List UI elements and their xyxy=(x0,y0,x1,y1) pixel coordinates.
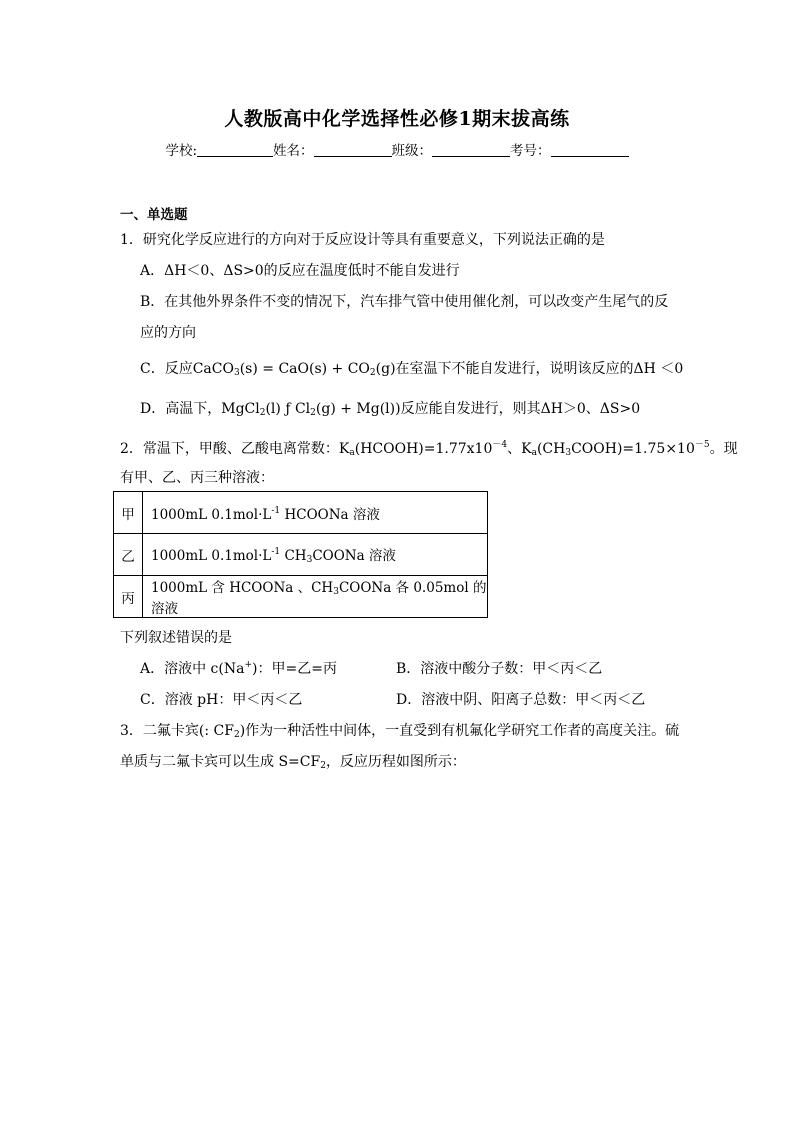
eq-part: (g) xyxy=(375,361,396,377)
q1-option-b-line1: B．在其他外界条件不变的情况下，汽车排气管中使用催化剂，可以改变产生尾气的反 xyxy=(140,294,669,310)
eq-subscript: 2 xyxy=(310,408,316,418)
q1-option-d-prefix: D．高温下， xyxy=(140,401,222,417)
q2-option-b: B．溶液中酸分子数：甲＜丙＜乙 xyxy=(396,661,603,677)
stem-part: )作为一种活性中间体，一直受到有机氟化学研究工作者的高度关注。硫 xyxy=(239,723,680,739)
stem-subscript: a xyxy=(531,448,537,458)
stem-part: COOH)=1.75×10 xyxy=(571,441,695,457)
q3-stem-line2 xyxy=(120,751,466,771)
eq-part: (s) = CaO(s) + CO xyxy=(239,361,370,377)
name-label: 姓名： xyxy=(273,143,314,159)
page-title: 人教版高中化学选择性必修1期末拔高练 xyxy=(224,108,570,130)
class-blank xyxy=(432,142,510,157)
stem-part: 单质与二氟卡宾可以生成 S=CF xyxy=(120,754,321,770)
q1-option-d xyxy=(140,398,640,418)
desc-subscript: 3 xyxy=(306,555,313,565)
q1-option-b-line2: 应的方向 xyxy=(140,325,196,341)
stem-subscript: 3 xyxy=(565,448,572,458)
q1-option-c-equation xyxy=(193,361,396,377)
q1-option-c-prefix: C．反应 xyxy=(140,361,193,377)
eq-part: MgCl xyxy=(221,401,260,417)
student-info-line xyxy=(0,139,794,159)
class-label: 班级： xyxy=(391,143,433,159)
table-row xyxy=(114,576,488,618)
stem-part: 3．二氟卡宾(: CF xyxy=(120,723,234,739)
stem-subscript: a xyxy=(349,448,355,458)
eq-part: (l) ƒ Cl xyxy=(265,401,311,417)
solutions-table xyxy=(113,491,488,618)
desc-superscript: -1 xyxy=(271,505,281,516)
q2-question: 下列叙述错误的是 xyxy=(120,630,232,646)
number-label: 考号： xyxy=(510,143,551,159)
eq-part: CaCO xyxy=(192,361,234,377)
q1-option-d-suffix: 反应能自发进行，则其ΔH＞0、ΔS>0 xyxy=(400,401,641,417)
stem-part: (HCOOH)=1.77x10 xyxy=(354,441,493,457)
q2-option-c: C．溶液 pH：甲＜丙＜乙 xyxy=(140,692,303,708)
option-part: )：甲=乙=丙 xyxy=(252,661,337,677)
solution-description xyxy=(143,492,488,534)
solution-name: 乙 xyxy=(114,534,143,576)
table-row xyxy=(114,492,488,534)
desc-part: 1000mL 0.1mol·L xyxy=(151,548,272,564)
q2-stem-line2: 有甲、乙、丙三种溶液： xyxy=(120,470,274,486)
q3-stem-line1 xyxy=(120,720,679,740)
solution-name: 丙 xyxy=(114,576,143,618)
desc-part: 1000mL 0.1mol·L xyxy=(151,506,272,523)
q1-stem: 1．研究化学反应进行的方向对于反应设计等具有重要意义，下列说法正确的是 xyxy=(120,232,605,248)
eq-part: (g) + Mg(l)) xyxy=(315,401,401,417)
solution-description xyxy=(143,534,488,576)
table-row xyxy=(114,534,488,576)
stem-superscript: －5 xyxy=(694,440,710,450)
q1-option-c-suffix: 在室温下不能自发进行，说明该反应的ΔH ＜0 xyxy=(395,361,684,377)
stem-part: ，反应历程如图所示： xyxy=(325,754,466,770)
option-part: A．溶液中 c(Na xyxy=(140,661,245,677)
eq-subscript: 2 xyxy=(369,368,376,378)
desc-part: COONa 各 0.05mol 的溶液 xyxy=(151,580,487,617)
stem-part: (CH xyxy=(536,441,566,457)
school-blank xyxy=(197,142,273,157)
stem-subscript: 2 xyxy=(233,730,240,740)
section-heading: 一、单选题 xyxy=(120,207,188,223)
stem-part: 、K xyxy=(507,441,532,457)
q2-stem xyxy=(120,437,738,458)
q2-option-d: D．溶液中阴、阳离子总数：甲＜丙＜乙 xyxy=(396,692,646,708)
q1-option-d-equation xyxy=(221,401,400,417)
solution-description xyxy=(143,576,488,618)
solution-name: 甲 xyxy=(114,492,143,534)
q1-option-a: A．ΔH＜0、ΔS>0的反应在温度低时不能自发进行 xyxy=(140,263,460,279)
desc-part: COONa 溶液 xyxy=(312,548,396,564)
eq-subscript: 2 xyxy=(259,408,266,418)
desc-part: 1000mL 含 HCOONa 、CH xyxy=(151,580,334,596)
desc-part: HCOONa 溶液 xyxy=(280,506,380,523)
number-blank xyxy=(551,142,629,157)
q2-option-a xyxy=(140,658,337,678)
name-blank xyxy=(314,142,392,157)
stem-part: 。现 xyxy=(709,441,738,457)
stem-superscript: －4 xyxy=(492,440,508,450)
school-label: 学校: xyxy=(165,143,198,159)
eq-subscript: 3 xyxy=(233,368,240,378)
stem-subscript: 2 xyxy=(320,761,326,771)
desc-part: CH xyxy=(280,548,307,564)
desc-superscript: -1 xyxy=(271,547,281,557)
option-superscript: + xyxy=(244,660,253,670)
stem-part: 2．常温下，甲酸、乙酸电离常数：K xyxy=(120,441,350,457)
q1-option-c xyxy=(140,358,683,378)
desc-subscript: 3 xyxy=(333,587,339,597)
